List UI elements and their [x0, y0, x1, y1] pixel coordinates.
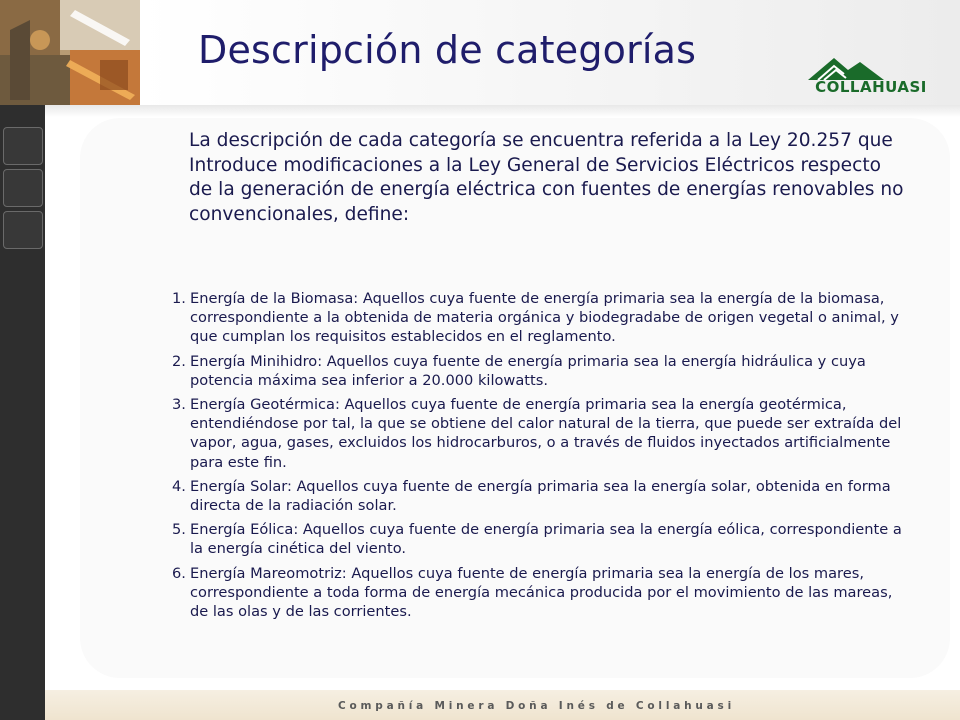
list-item-number: 2.	[172, 352, 186, 370]
list-item-text: Energía Eólica: Aquellos cuya fuente de energía primaria sea la energía eólica, correspondiente a la energía cinética del viento.	[190, 521, 902, 558]
list-item	[172, 395, 902, 472]
list-item-number: 6.	[172, 564, 186, 582]
list-item-number: 4.	[172, 477, 186, 495]
sidebar-square	[3, 211, 43, 249]
list-item-number: 1.	[172, 290, 186, 307]
left-sidebar	[0, 105, 45, 720]
list-item-text: Energía Geotérmica: Aquellos cuya fuente de energía primaria sea la energía geotérmica, entendiéndose por tal, la que se obtiene del calor natural de la tierra, que puede ser extraída del vapor, agua, gases, excluidos los hidrocarburos, o a través de fluidos inyectados artificialmente para este fin.	[190, 396, 902, 471]
list-item-text: Energía Mareomotriz: Aquellos cuya fuente de energía primaria sea la energía de los mares, correspondiente a toda forma de energía mecánica producida por el movimiento de las mareas, de las olas y de las corrientes.	[190, 564, 893, 621]
sidebar-square	[3, 169, 43, 207]
intro-paragraph: La descripción de cada categoría se encuentra referida a la Ley 20.257 que Introduce modificaciones a la Ley General de Servicios Eléctricos respecto de la generación de energía eléctrica con fuentes de energías renovables no convencionales, define:	[189, 130, 904, 225]
collahuasi-logo	[796, 52, 946, 98]
list-item	[172, 520, 902, 558]
slide-title: Descripción de categorías	[198, 28, 697, 72]
footer-company-name: Compañía Minera Doña Inés de Collahuasi	[338, 700, 735, 712]
list-item	[172, 352, 902, 390]
list-item	[172, 477, 902, 515]
category-list	[172, 289, 902, 626]
list-item-number: 3.	[172, 396, 186, 414]
sidebar-square	[3, 127, 43, 165]
list-item	[172, 289, 902, 347]
list-item-text: Energía de la Biomasa: Aquellos cuya fuente de energía primaria sea la energía de la biomasa, correspondiente a la obtenida de materia orgánica y biodegradabe de origen vegetal o animal, y que cumplan los requisitos establecidos en el reglamento.	[190, 290, 899, 346]
mining-photo-collage	[0, 0, 140, 106]
logo-wordmark: COLLAHUASI	[815, 78, 927, 96]
list-item-number: 5.	[172, 521, 186, 539]
list-item	[172, 564, 902, 622]
list-item-text: Energía Minihidro: Aquellos cuya fuente de energía primaria sea la energía hidráulica y cuya potencia máxima sea inferior a 20.000 kilowatts.	[190, 352, 866, 389]
header-divider	[45, 105, 960, 117]
list-item-text: Energía Solar: Aquellos cuya fuente de energía primaria sea la energía solar, obtenida en forma directa de la radiación solar.	[190, 477, 891, 515]
